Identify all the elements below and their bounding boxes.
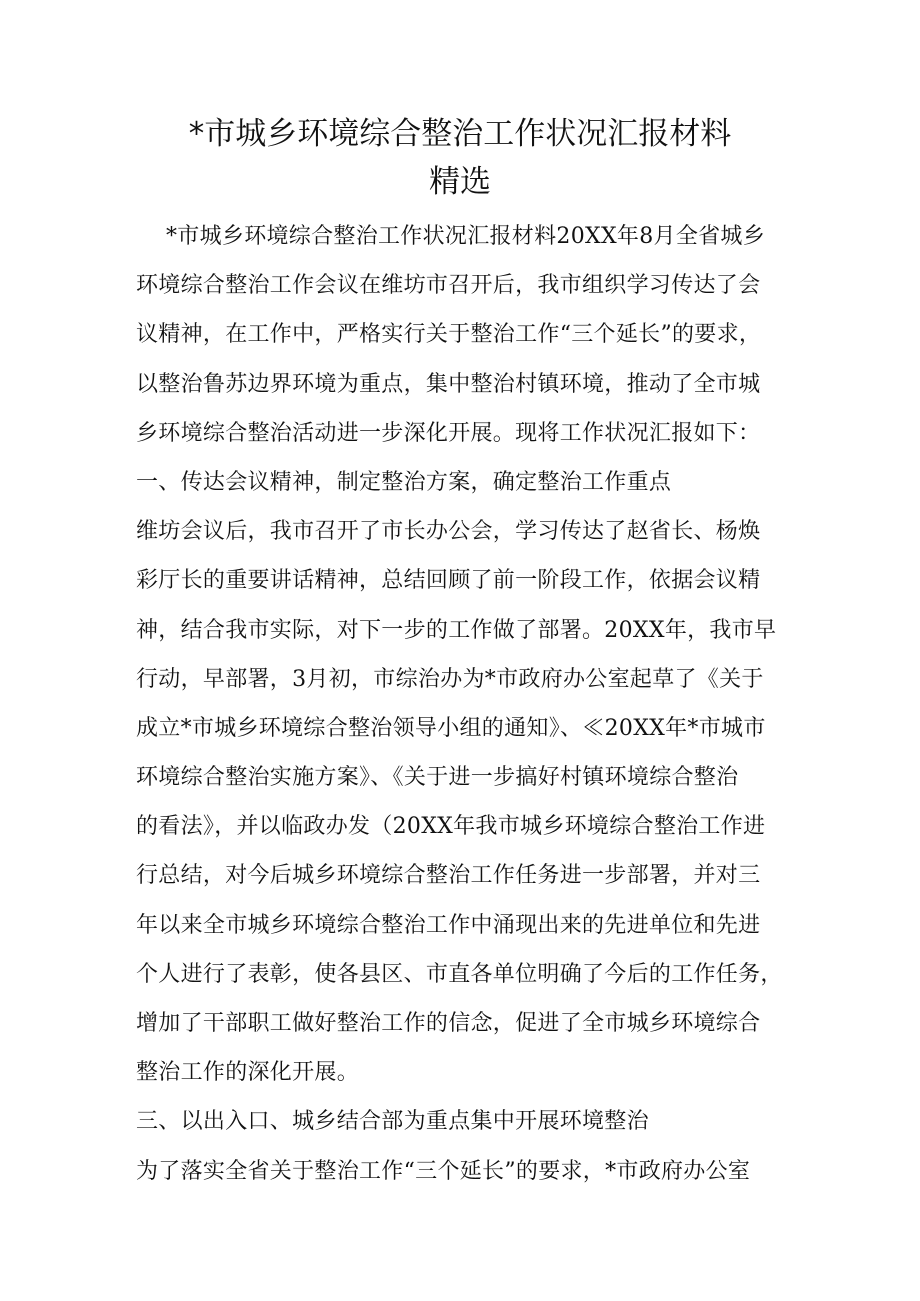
body-line: 议精神，在工作中，严格实行关于整治工作“三个延长”的要求，: [136, 322, 762, 348]
document-body: [136, 212, 796, 1196]
body-line: 年以来全市城乡环境综合整治工作中涌现出来的先进单位和先进: [136, 912, 761, 938]
body-line: 为了落实全省关于整治工作“三个延长”的要求，*市政府办公室: [136, 1158, 751, 1184]
body-line: 彩厅长的重要讲话精神，总结回顾了前一阶段工作，依据会议精: [136, 568, 761, 594]
body-line: 神，结合我市实际，对下一步的工作做了部署。20XX年，我市早: [136, 617, 777, 643]
body-line: *市城乡环境综合整治工作状况汇报材料20XX年8月全省城乡: [166, 224, 766, 249]
body-line: 以整治鲁苏边界环境为重点，集中整治村镇环境，推动了全市城: [136, 371, 761, 397]
body-line: 的看法》，并以临政办发（20XX年我市城乡环境综合整治工作进: [136, 814, 766, 840]
body-line: 行动，早部署，3月初，市综治办为*市政府办公室起草了《关于: [136, 666, 764, 692]
document-title-line-1: *市城乡环境综合整治工作状况汇报材料: [188, 116, 732, 152]
body-line: 维坊会议后，我市召开了市长办公会，学习传达了赵省长、杨焕: [136, 519, 761, 545]
body-line: 成立*市城乡环境综合整治领导小组的通知》、≪20XX年*市城市: [136, 715, 766, 741]
section-heading-3: 三、以出入口、城乡结合部为重点集中开展环境整治: [136, 1109, 649, 1135]
body-line: 整治工作的深化开展。: [136, 1060, 360, 1086]
document-title-line-2: 精选: [429, 164, 491, 200]
body-line: 行总结，对今后城乡环境综合整治工作任务进一步部署，并对三: [136, 863, 761, 889]
body-line: 增加了干部职工做好整治工作的信念，促进了全市城乡环境综合: [136, 1011, 761, 1036]
body-line: 环境综合整治工作会议在维坊市召开后，我市组织学习传达了会: [136, 273, 761, 299]
body-line: 环境综合整治实施方案》、《关于进一步搞好村镇环境综合整治: [136, 765, 739, 791]
body-line: 乡环境综合整治活动进一步深化开展。现将工作状况汇报如下：: [136, 420, 761, 446]
section-heading-1: 一、传达会议精神，制定整治方案，确定整治工作重点: [136, 469, 672, 495]
body-line: 个人进行了表彰，使各县区、市直各单位明确了今后的工作任务，: [136, 961, 783, 987]
